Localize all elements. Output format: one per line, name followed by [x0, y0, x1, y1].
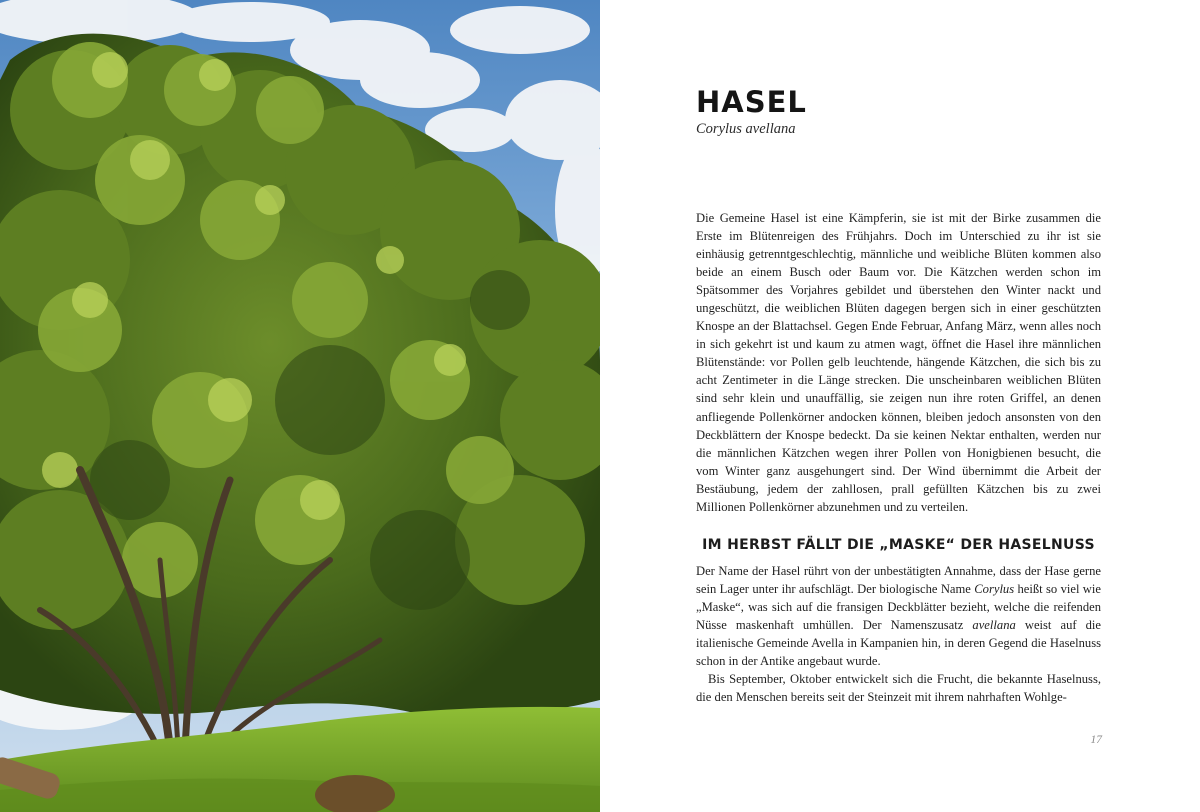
text-page: [600, 0, 1200, 812]
section-heading: IM HERBST FÄLLT DIE „MASKE“ DER HASELNUSS: [702, 537, 1095, 553]
paragraph-text: weist auf die italienische Gemeinde Avella in Kampanien hin, in deren Gegend die Haselnuss schon in der Antike angebaut wurde.: [696, 618, 1101, 669]
page-title: HASEL: [696, 85, 807, 119]
paragraph-fruit: Bis September, Oktober entwickelt sich die Frucht, die bekannte Haselnuss, die den Menschen bereits seit der Steinzeit mit ihrem nahrhaften Wohlge-: [696, 672, 1101, 705]
paragraph-name-origin: [696, 562, 1101, 706]
page-number: 17: [1090, 734, 1102, 746]
latin-name: Corylus avellana: [696, 121, 796, 137]
italic-term: avellana: [972, 618, 1016, 633]
paragraph-text: Der Name der Hasel rührt von der unbestätigten Annahme, dass der Hase gerne sein Lager unter ihr aufschlägt. Der biologische Name: [696, 564, 1101, 597]
paragraph-intro: Die Gemeine Hasel ist eine Kämpferin, sie ist mit der Birke zusammen die Erste im Blütenreigen des Frühjahrs. Doch im Unterschied zu ihr ist sie einhäusig getrenntgeschlechtig, männliche und weibliche Blüten kommen also beide an einem Busch oder Baum vor. Die Kätzchen werden schon im Spätsommer des Vorjahres gebildet und überstehen den Winter nackt und ungeschützt, die weiblichen Blüten dagegen bergen sich in einer geschützten Knospe an der Blattachsel. Gegen Ende Februar, Anfang März, wenn alles noch in sich gekehrt ist und kaum zu atmen wagt, öffnet die Hasel ihre männlichen Blütenstände: vor Pollen gelb leuchtende, hängende Kätzchen, die sich bis zu acht Zentimeter in die Länge strecken. Die unscheinbaren weiblichen Blüten sind sehr klein und unauffällig, sie zeigen nun ihre roten Griffel, an denen anfliegende Pollenkörner andocken können, bleiben jedoch ansonsten von den Deckblättern der Knospe bedeckt. Da sie keinen Nektar enthalten, werden nur die männlichen Kätzchen wegen ihrer Pollen von Honigbienen besucht, die vom Winter ganz ausgehungert sind. Der Wind übernimmt die Arbeit der Bestäubung, jedem der zahllosen, prall gefüllten Kätzchen bis zu zwei Millionen Pollenkörner abzunehmen und zu verteilen.: [696, 211, 1101, 514]
italic-term: Corylus: [974, 582, 1015, 597]
paragraph-text: heißt so viel wie „Maske“, was sich auf die fransigen Deckblätter bezieht, welche die reifenden Nüsse maskenhaft umhüllen. Der Namenszusatz: [696, 582, 1101, 633]
